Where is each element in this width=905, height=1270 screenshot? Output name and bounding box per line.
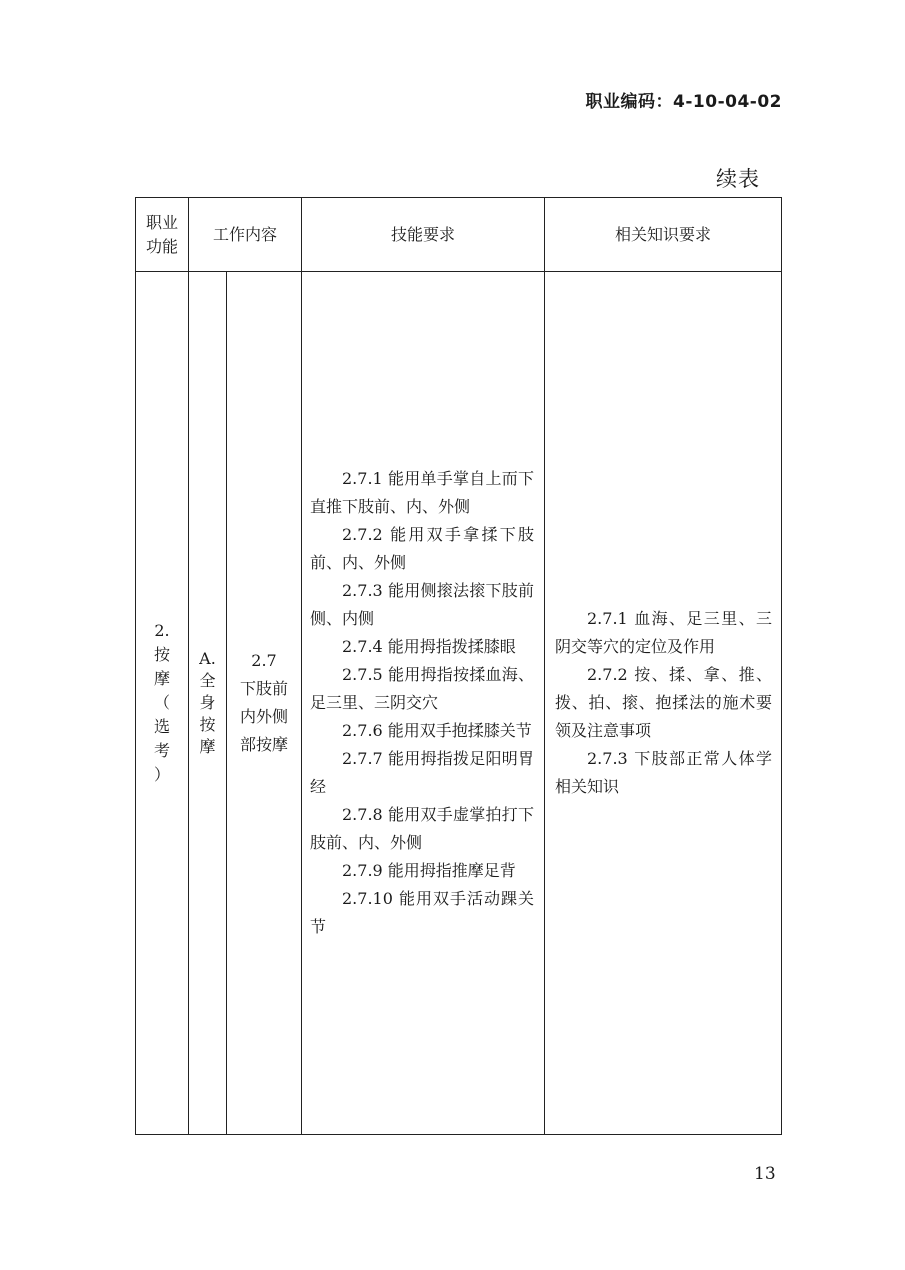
skill-item: 2.7.4 能用拇指拨揉膝眼	[342, 637, 516, 656]
knowledge-requirements-cell	[545, 272, 781, 1134]
page-number: 13	[754, 1164, 776, 1184]
skill-item: 2.7.2 能用双手拿揉下肢前、内、外侧	[310, 525, 534, 572]
knowledge-item: 2.7.2 按、揉、拿、推、拨、拍、㨰、抱揉法的施术要领及注意事项	[555, 665, 772, 740]
header-function: 职业 功能	[145, 212, 178, 256]
continued-label: 续表	[716, 167, 760, 191]
subcategory-cell: A. 全 身 按 摩	[199, 649, 216, 756]
knowledge-list	[555, 605, 772, 801]
item-cell: 2.7 下肢前 内外侧 部按摩	[239, 651, 288, 754]
header-skill: 技能要求	[390, 224, 455, 244]
knowledge-item: 2.7.1 血海、足三里、三阴交等穴的定位及作用	[555, 609, 772, 656]
function-cell: 2. 按 摩 （ 选 考 ）	[153, 621, 170, 784]
skill-item: 2.7.1 能用单手掌自上而下直推下肢前、内、外侧	[310, 469, 534, 516]
skill-list	[310, 465, 534, 941]
skill-item: 2.7.8 能用双手虚掌拍打下肢前、内、外侧	[310, 805, 534, 852]
skill-item: 2.7.9 能用拇指推摩足背	[342, 861, 516, 880]
skill-requirements-cell	[302, 272, 544, 1134]
skill-item: 2.7.7 能用拇指拨足阳明胃经	[310, 749, 534, 796]
skill-item: 2.7.6 能用双手抱揉膝关节	[342, 721, 532, 740]
skill-item: 2.7.10 能用双手活动踝关节	[310, 889, 534, 936]
header-knowledge: 相关知识要求	[614, 224, 711, 244]
header-work-content: 工作内容	[212, 224, 277, 244]
occupation-code: 职业编码：4-10-04-02	[585, 92, 782, 112]
knowledge-item: 2.7.3 下肢部正常人体学相关知识	[555, 749, 772, 796]
skill-item: 2.7.3 能用侧㨰法㨰下肢前侧、内侧	[310, 581, 534, 628]
standards-table	[135, 197, 782, 1135]
skill-item: 2.7.5 能用拇指按揉血海、足三里、三阴交穴	[310, 665, 534, 712]
